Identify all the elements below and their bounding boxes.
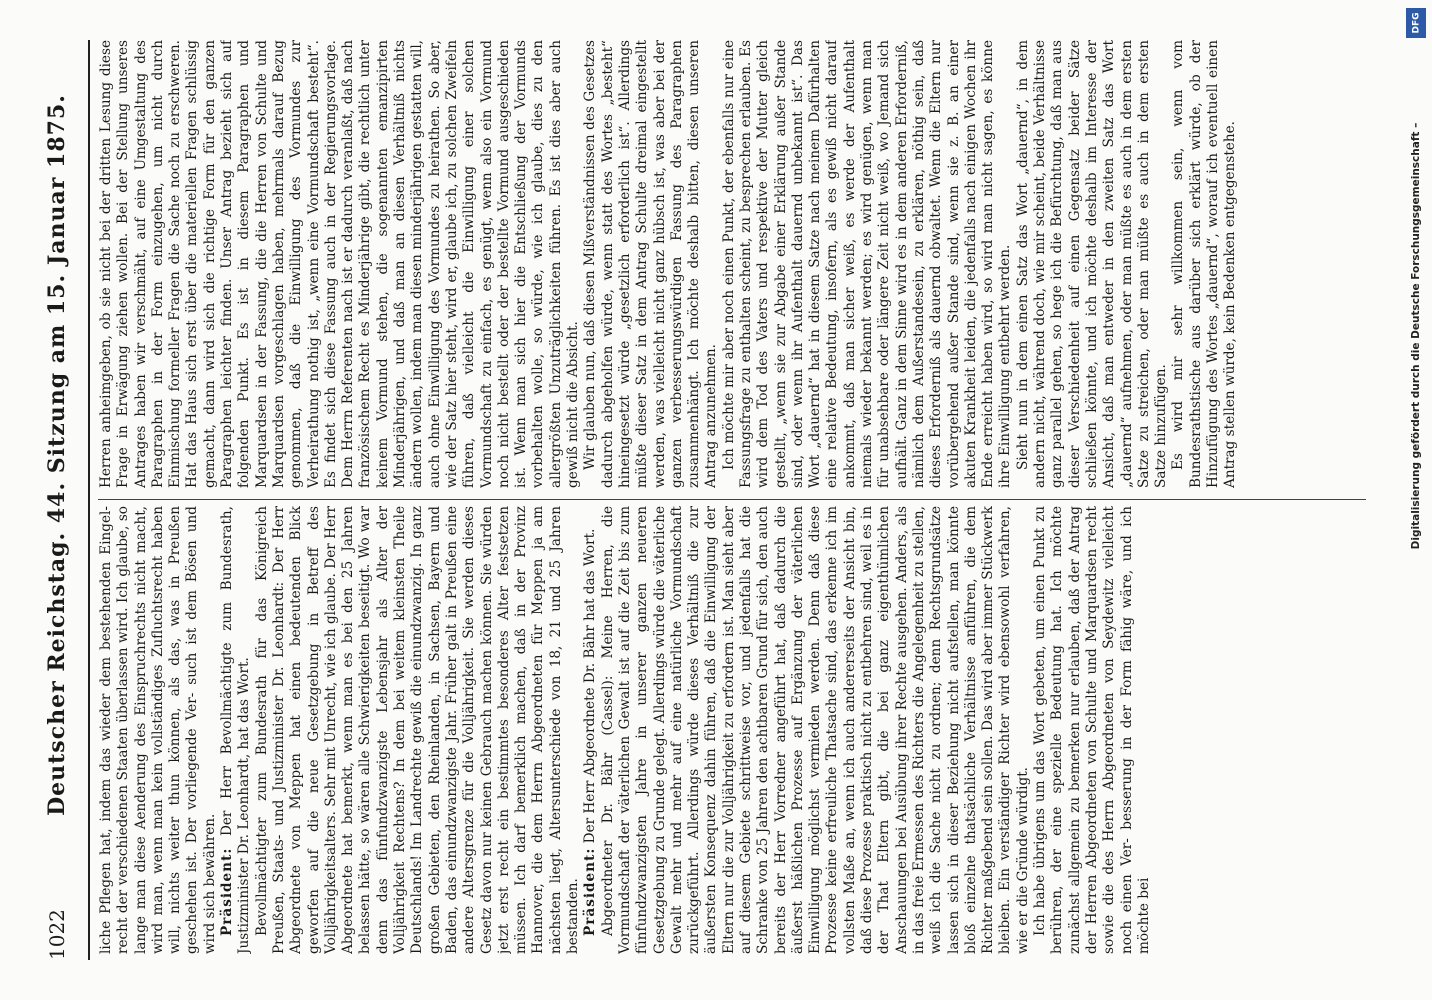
speaker-label: Präsident: xyxy=(582,847,599,936)
page-header xyxy=(44,40,84,960)
speaker-paragraph xyxy=(219,506,254,954)
rotated-page xyxy=(26,20,1406,980)
page-number: 1022 xyxy=(45,909,69,960)
speaker-label: Präsident: xyxy=(219,847,236,936)
column-divider xyxy=(98,499,1366,500)
speaker-text: Der Herr Abgeordnete Dr. Bähr hat das Wort. xyxy=(582,528,599,848)
header-divider xyxy=(88,40,90,960)
speaker-text: Der Herr Bevollmächtigte zum Bundesrath, Justizminister Dr. Leonhardt, hat das Wort. xyxy=(219,506,253,954)
right-column xyxy=(98,40,1366,488)
dfg-logo: DFG xyxy=(1406,8,1426,38)
page-title: Deutscher Reichstag. 44. Sitzung am 15. Januar 1875. xyxy=(44,94,70,816)
body-paragraph: Ich möchte mir aber noch einen Punkt, der ebenfalls nur eine Fassungsfrage zu enthalten scheint, zu besprechen erlauben. Es wird dem Tod des Vaters und respektive der Mutter gleich gestellt, „wenn sie zur Abgabe einer Erklärung außer Stande sind, oder wenn ihr Aufenthalt dauernd unbekannt ist“. Das Wort „dauernd“ hat in diesem Satze nach meinem Dafürhalten eine relative Bedeutung, insofern, als es gewiß nicht darauf ankommt, daß man sicher weiß, es werde der Aufenthalt niemals wieder bekannt werden; es wird genügen, wenn man für unabsehbare oder längere Zeit nicht weiß, wo Jemand sich aufhält. Ganz in dem Sinne wird es in dem anderen Erforderniß, nämlich dem Außerstandesein, zu erklären, nöthig sein, daß dieses Erforderniß als dauernd obwaltet. Wenn die Eltern nur vorübergehend außer Stande sind, wenn sie z. B. an einer akuten Krankheit leiden, die jedenfalls nach einigen Wochen ihr Ende erreicht haben wird, so wird man nicht sagen, es könne ihre Einwilligung entbehrt werden. xyxy=(720,40,1014,488)
body-paragraph: Bevollmächtigter zum Bundesrath für das Königreich Preußen, Staats- und Justizminister Dr. Leonhardt: Der Herr Abgeordnete von Meppen hat einen bedeutenden Blick geworfen auf die neue Gesetzgebung in Betreff des Volljährigkeitsalters. Sehr mit Unrecht, wie ich glaube. Der Herr Abgeordnete hat bemerkt, wenn man es bei den 25 Jahren belassen hätte, so wären alle Schwierigkeiten beseitigt. Wo war denn das fünfundzwanzigste Lebensjahr als Alter der Volljährigkeit Rechtens? In dem bei weitem kleinsten Theile Deutschlands! Im Landrechte gewiß die einundzwanzig. In ganz großen Gebieten, den Rheinlanden, in Sachsen, Bayern und Baden, das einundzwanzigste Jahr. Früher galt in Preußen eine andere Altersgrenze für die Volljährigkeit. Sie werden dieses Gesetz davon nur keinen Gebrauch machen können. Sie würden jetzt erst recht ein bestimmtes besonderes Alter festsetzen müssen. Ich darf bemerklich machen, daß in der Provinz Hannover, die dem Herrn Abgeordneten für Meppen ja am nächsten liegt, Altersunterschiede von 18, 21 und 25 Jahren bestanden. xyxy=(253,506,582,954)
body-paragraph: Sieht nun in dem einen Satz das Wort „dauernd“, in dem andern nicht, während doch, wie mir scheint, beide Verhältnisse ganz parallel gehen, so hege ich die Befürchtung, daß man aus dieser Verschiedenheit auf einen Gegensatz beider Sätze schließen könnte, und ich möchte deshalb im Interesse der Ansicht, daß man entweder in den zweiten Satz das Wort „dauernd“ aufnehmen, oder man müßte es auch in dem ersten Satze zu streichen, oder man müßte es auch in dem ersten Satze hinzufügen. xyxy=(1014,40,1170,488)
body-paragraph: Wir glauben nun, daß diesen Mißverständnissen des Gesetzes dadurch abgeholfen würde, wenn statt des Wortes „besteht“ hineingesetzt würde „gesetzlich erforderlich ist“. Allerdings müßte dieser Satz in dem Antrag Schulte dreimal eingestellt werden, was vielleicht nicht ganz hübsch ist, was aber bei der ganzen verbesserungswürdigen Fassung des Paragraphen zusammenhängt. Ich möchte deshalb bitten, diesen unseren Antrag anzunehmen. xyxy=(582,40,720,488)
body-paragraph: Abgeordneter Dr. Bähr (Cassel): Meine Herren, die Vormundschaft der väterlichen Gewalt ist auf die Zeit bis zum fünfundzwanzigsten Jahre in unserer ganzen neueren Gesetzgebung zu Grunde gelegt. Allerdings würde die väterliche Gewalt mehr und mehr auf eine natürliche Vormundschaft zurückgeführt. Allerdings würde dieses Verhältniß die zur äußersten Konsequenz dahin führen, daß die Einwilligung der Eltern nur die zur Volljährigkeit zu erfordern ist. Man sieht aber auf diesem Gebiete schrittweise vor, und jedenfalls hat die Schranke von 25 Jahren den achtbaren Grund für sich, den auch bereits der Herr Vorredner angeführt hat, daß dadurch die äußerst häßlichen Prozesse auf Ergänzung der väterlichen Einwilligung möglichst vermieden werden. Denn daß diese Prozesse keine erfreuliche Thatsache sind, das erkenne ich im vollsten Maße an, wenn ich auch andererseits der Ansicht bin, daß diese Prozesse praktisch nicht zu entbehren sind, weil es in der That Eltern gibt, die bei ganz eigenthümlichen Anschauungen bei Ausübung ihrer Rechte ausgehen. Anders, als in das freie Ermessen des Richters die Angelegenheit zu stellen, weiß ich die Sache nicht zu ordnen; denn Rechtsgrundsätze lassen sich in dieser Beziehung nicht aufstellen, man könnte bloß einzelne thatsächliche Verhältnisse anführen, die dem Richter maßgebend sein sollen. Das wird aber immer Stückwerk bleiben. Ein verständiger Richter wird ebensowohl verfahren, wie er die Gründe würdigt. xyxy=(599,506,1031,954)
body-paragraph: liche Pflegen hat, indem das wieder dem bestehenden Eingel- recht der verschiedenen Staaten überlassen wird. Ich glaube, so lange man diese Aenderung des Einspruchrechts nicht macht, wird man, wenn man kein vollständiges Zufluchtsrecht haben will, nichts weiter thun können, als das, was in Preußen geschehen ist. Der vorliegende Ver- such ist dem Bösen und wird sich bewähren. xyxy=(98,506,218,954)
body-paragraph: Es wird mir sehr willkommen sein, wenn vom Bundesrathstische aus darüber sich erklärt würde, ob der Hinzufügung des Wortes „dauernd“, worauf ich eventuell einen Antrag stellen würde, kein Bedenken entgegenstehe. xyxy=(1170,40,1239,488)
body-paragraph: Herren anheimgeben, ob sie nicht bei der dritten Lesung diese Frage in Erwägung ziehen wollen. Bei der Stellung unseres Antrages haben wir verschmäht, auf eine Umgestaltung des Paragraphen in der Form einzugehen, um nicht durch Einmischung formeller Fragen die Sache noch zu erschweren. Hat das Haus sich erst über die materiellen Fragen schlüssig gemacht, dann wird sich die richtige Form für den ganzen Paragraphen leichter finden. Unser Antrag bezieht sich auf folgenden Punkt. Es ist in diesem Paragraphen und Marquardsen in der Fassung, die die Herren von Schulte und Marquardsen vorgeschlagen haben, mehrmals darauf Bezug genommen, daß die Einwilligung des Vormundes zur Verheirathung nothig ist, „wenn eine Vormundschaft besteht“. Es findet sich diese Fassung auch in der Regierungsvorlage. Dem Herrn Referenten nach ist er dadurch veranlaßt, daß nach französischem Recht es Minderjährige gibt, die rechtlich unter keinem Vormund stehen, die sogenannten emanzipirten Minderjährigen, und daß man an diesen Verhältniß nichts ändern wollen, indem man diesen minderjährigen gestatten will, auch ohne Einwilligung des Vormundes zu heirathen. So aber, wie der Satz hier steht, wird er, glaube ich, zu solchen Zweifeln führen, daß vielleicht die Einwilligung einer solchen Vormundschaft zu einfach, es genügt, wenn also ein Vormund noch nicht bestellt oder der bestellte Vormund ausgeschieden ist. Wenn man sich hier die Entschließung der Vormunds vorbehalten wolle, so würde, wie ich glaube, dies zu den allergrößten Unzuträglichkeiten führen. Es ist dies aber auch gewiß nicht die Absicht. xyxy=(98,40,582,488)
body-paragraph: Ich habe übrigens um das Wort gebeten, um einen Punkt zu berühren, der eine spezielle Bedeutung hat. Ich möchte zunächst allgemein zu bemerken nur erlauben, daß der Antrag der Herren Abgeordneten von Schulte und Marquardsen recht sowie die des Herrn Abgeordneten von Seydewitz vielleicht noch einen Ver- besserung in der Form fähig wäre, und ich möchte bei xyxy=(1032,506,1152,954)
left-column xyxy=(98,506,1366,954)
digitization-credit: Digitalisierung gefördert durch die Deutsche Forschungsgemeinschaft – xyxy=(1410,122,1422,550)
digitization-sidebar xyxy=(1404,0,1428,1000)
speaker-paragraph xyxy=(582,506,599,954)
